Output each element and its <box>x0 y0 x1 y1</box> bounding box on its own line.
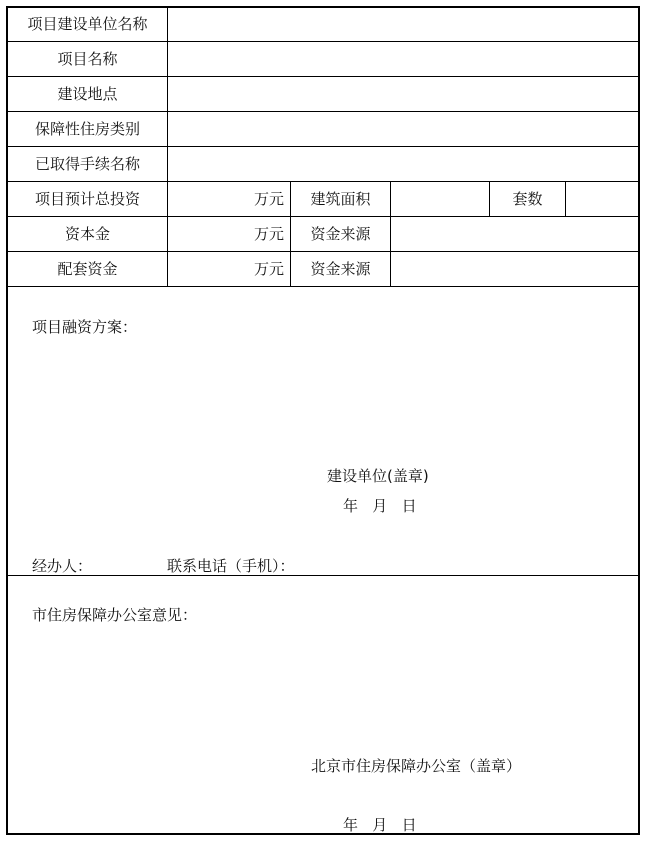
label-sets-count: 套数 <box>512 190 543 208</box>
housing-financing-form <box>6 6 640 835</box>
label-fund-source: 资金来源 <box>310 225 371 243</box>
unit-wan-yuan: 万元 <box>253 225 284 243</box>
opinion-date: 年 月 日 <box>343 816 417 834</box>
label-column-divider <box>167 8 168 286</box>
label-building-area: 建筑面积 <box>310 190 371 208</box>
label-capital: 资本金 <box>64 225 110 243</box>
column-divider <box>565 181 566 216</box>
column-divider <box>390 181 391 286</box>
label-procedures: 已取得手续名称 <box>34 155 140 173</box>
row-divider <box>8 251 638 252</box>
section-divider <box>8 575 638 576</box>
housing-office-seal: 北京市住房保障办公室（盖章） <box>311 757 522 775</box>
label-location: 建设地点 <box>57 85 118 103</box>
row-divider <box>8 216 638 217</box>
row-divider <box>8 41 638 42</box>
label-housing-type: 保障性住房类别 <box>34 120 140 138</box>
label-fund-source: 资金来源 <box>310 260 371 278</box>
row-divider <box>8 181 638 182</box>
construction-unit-seal: 建设单位(盖章) <box>327 467 429 485</box>
unit-wan-yuan: 万元 <box>253 190 284 208</box>
label-total-investment: 项目预计总投资 <box>34 190 140 208</box>
phone-label: 联系电话（手机）： <box>167 557 295 575</box>
label-unit-name: 项目建设单位名称 <box>27 15 148 33</box>
unit-wan-yuan: 万元 <box>253 260 284 278</box>
label-matching-funds: 配套资金 <box>57 260 118 278</box>
row-divider <box>8 286 638 287</box>
row-divider <box>8 146 638 147</box>
row-divider <box>8 76 638 77</box>
financing-date: 年 月 日 <box>343 497 417 515</box>
row-divider <box>8 111 638 112</box>
handler-label: 经办人： <box>32 557 93 575</box>
financing-plan-title: 项目融资方案： <box>32 318 138 336</box>
housing-office-opinion-title: 市住房保障办公室意见： <box>32 606 198 624</box>
label-project-name: 项目名称 <box>57 50 118 68</box>
